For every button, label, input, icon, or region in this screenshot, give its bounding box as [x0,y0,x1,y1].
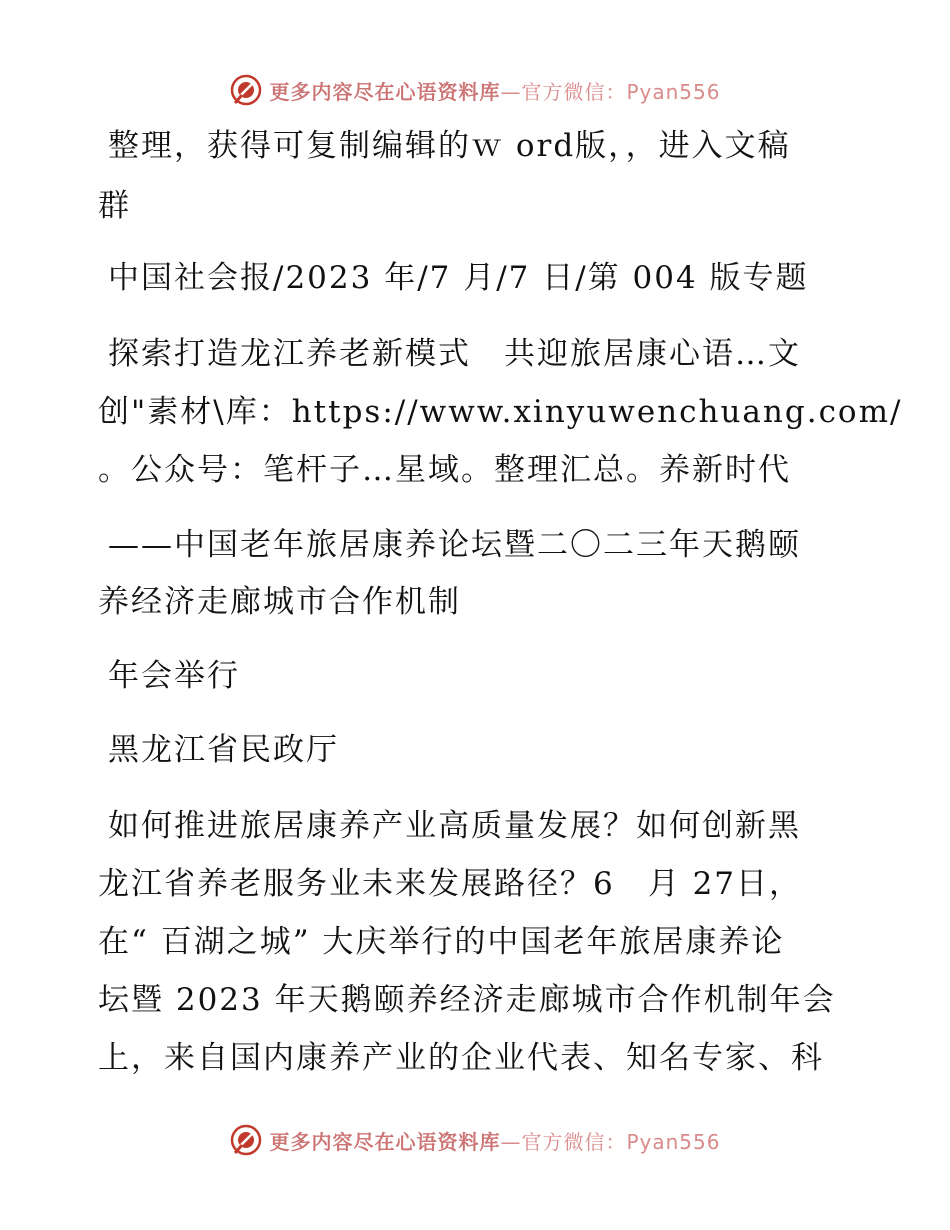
text-line: 中国社会报/2023 年/7 月/7 日/第 004 版专题 [108,260,809,296]
text-line: 坛暨 2023 年天鹅颐养经济走廊城市合作机制年会 [98,982,836,1018]
text-line: 龙江省养老服务业未来发展路径？6 月 27日， [98,866,803,902]
text-line: 在“ 百湖之城” 大庆举行的中国老年旅居康养论 [98,924,785,960]
logo-icon [229,1123,263,1157]
text-line: ——中国老年旅居康养论坛暨二〇二三年天鹅颐 [108,527,801,563]
text-line: 。公众号：笔杆子…星域。整理汇总。养新时代 [98,452,791,488]
watermark-text: 更多内容尽在心语资料库—官方微信：Pyan556 [269,1129,721,1154]
footer-watermark-banner [0,1120,950,1160]
text-line: 养经济走廊城市合作机制 [98,584,461,620]
text-line: 黑龙江省民政厅 [108,732,339,768]
text-line: 年会举行 [108,658,240,694]
text-line: 整理，获得可复制编辑的ｗ ord版，，进入文稿 [108,128,791,164]
text-line: 如何推进旅居康养产业高质量发展？如何创新黑 [108,808,801,844]
text-line: 创"素材\库：https://www.xinyuwenchuang.com/ [98,394,903,430]
text-line: 探索打造龙江养老新模式 共迎旅居康心语…文 [108,336,801,372]
text-line: 群 [98,188,131,224]
watermark-text: 更多内容尽在心语资料库—官方微信：Pyan556 [269,79,721,104]
text-line: 上，来自国内康养产业的企业代表、知名专家、科 [98,1040,824,1076]
